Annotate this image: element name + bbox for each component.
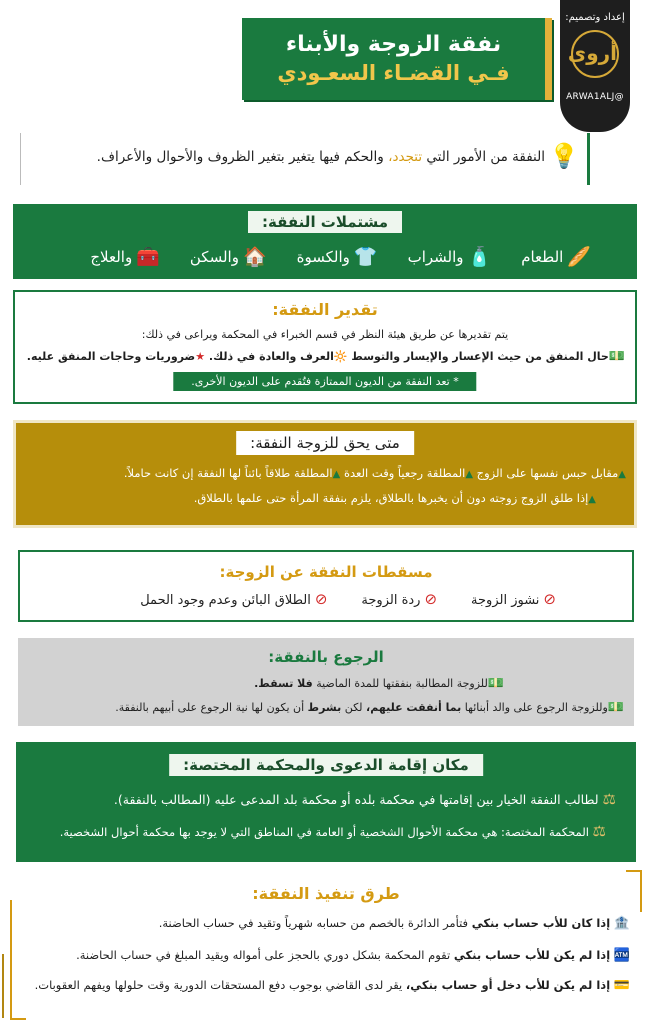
includes-list bbox=[90, 245, 591, 268]
triangle-icon: ▲ bbox=[332, 469, 341, 480]
drop-label: الطلاق البائن وعدم وجود الحمل bbox=[140, 593, 311, 608]
recourse-bold: بما أنفقت عليهم، bbox=[366, 701, 462, 714]
recourse-bold: بشرط bbox=[307, 701, 342, 714]
enforce-text: تقوم المحكمة بشكل دوري بالحجز على أمواله ويقيد المبلغ في حساب الحاضنة. bbox=[76, 948, 454, 962]
court-section bbox=[16, 742, 636, 862]
triangle-icon: ▲ bbox=[465, 469, 474, 480]
intro-bar bbox=[20, 133, 590, 185]
court-text: المحكمة المختصة: هي محكمة الأحوال الشخصية أو العامة في المناطق التي لا يوجد بها محكمة أحوال الشخصية. bbox=[59, 825, 589, 839]
author-logo bbox=[560, 0, 630, 132]
entitled-title: متى يحق للزوجة النفقة: bbox=[236, 431, 414, 455]
recourse-text: لكن bbox=[341, 701, 367, 714]
court-line-1 bbox=[114, 790, 616, 808]
frame-accent bbox=[2, 954, 4, 1018]
include-item-drink bbox=[408, 245, 492, 268]
recourse-bold: فلا تسقط. bbox=[254, 677, 313, 690]
include-item-food bbox=[521, 245, 591, 268]
money-icon: 💵 bbox=[607, 700, 624, 715]
gavel-icon: ⚖ bbox=[592, 822, 606, 840]
triangle-icon: ▲ bbox=[618, 469, 626, 480]
criterion-1: حال المنفق من حيث الإعسار والإيسار والتوسط bbox=[351, 350, 609, 363]
drink-icon: 🧴 bbox=[467, 246, 492, 268]
money-icon: 💵 bbox=[608, 349, 625, 364]
page-subtitle: فـي القضـاء السعـودي bbox=[277, 61, 510, 85]
estimate-criteria bbox=[27, 349, 625, 364]
estimate-section bbox=[13, 290, 637, 404]
money-icon: 💵 bbox=[487, 676, 504, 691]
prohibited-icon: ⦸ bbox=[424, 590, 438, 608]
prohibited-icon: ⦸ bbox=[543, 590, 556, 608]
recourse-text: أن يكون لها نية الرجوع على أبيهم بالنفقة. bbox=[115, 701, 308, 714]
include-label: والكسوة bbox=[296, 247, 350, 266]
enforce-title: طرق تنفيذ النفقة: bbox=[252, 884, 400, 903]
prohibited-icon: ⦸ bbox=[314, 590, 328, 608]
criterion-2: العرف والعادة في ذلك. bbox=[208, 350, 334, 363]
food-icon: 🥖 bbox=[567, 246, 591, 268]
estimate-intro: يتم تقديرها عن طريق هيئة النظر في قسم الخبراء في المحكمة ويراعى في ذلك: bbox=[141, 328, 509, 341]
enforce-text: يقر لدى القاضي بوجوب دفع المستحقات الدورية وقت حلولها ويفهم العقوبات. bbox=[34, 978, 406, 992]
entitled-case-4 bbox=[194, 491, 596, 505]
recourse-text: للزوجة المطالبة بنفقتها للمدة الماضية bbox=[312, 677, 488, 690]
drop-item bbox=[471, 590, 556, 608]
enforce-bold: إذا كان للأب حساب بنكي bbox=[471, 916, 611, 930]
clothes-icon: 👕 bbox=[353, 246, 378, 268]
recourse-line-2 bbox=[115, 700, 624, 715]
drop-label: ردة الزوجة bbox=[361, 593, 421, 608]
frame-corner bbox=[10, 900, 26, 1020]
star-icon: ★ bbox=[195, 350, 206, 363]
recourse-section bbox=[18, 638, 634, 726]
atm-icon: 🏧 bbox=[613, 948, 630, 963]
include-item-medical bbox=[90, 245, 160, 268]
page-title: نفقة الزوجة والأبناء bbox=[285, 32, 502, 57]
drops-list bbox=[140, 590, 556, 608]
include-label: الطعام bbox=[521, 247, 564, 266]
include-label: والشراب bbox=[407, 247, 464, 266]
gavel-icon: ⚖ bbox=[602, 790, 616, 808]
enforce-line-3 bbox=[35, 978, 630, 993]
enforce-section bbox=[10, 870, 642, 1018]
logo-prep-label: إعداد وتصميم: bbox=[565, 12, 625, 23]
lightbulb-icon: 💡 bbox=[549, 142, 579, 170]
estimate-note: * تعد النفقة من الديون الممتازة فتُقدم على الديون الأخرى. bbox=[173, 372, 476, 391]
title-banner bbox=[242, 18, 552, 100]
recourse-line-1 bbox=[254, 676, 504, 691]
medical-icon: 🧰 bbox=[136, 246, 160, 268]
recourse-text: وللزوجة الرجوع على والد أبنائها bbox=[461, 701, 608, 714]
court-text: لطالب النفقة الخيار بين إقامتها في محكمة بلده أو محكمة بلد المدعى عليه (المطالب بالنفقة). bbox=[113, 792, 599, 807]
include-label: والسكن bbox=[189, 247, 239, 266]
court-title: مكان إقامة الدعوى والمحكمة المختصة: bbox=[169, 754, 483, 776]
include-label: والعلاج bbox=[90, 247, 133, 266]
enforce-line-2 bbox=[76, 948, 630, 963]
case-4: إذا طلق الزوج زوجته دون أن يخبرها بالطلاق، يلزم بنفقة المرأة حتى علمها بالطلاق. bbox=[193, 491, 589, 505]
enforce-bold: إذا لم يكن للأب دخل أو حساب بنكي، bbox=[405, 978, 611, 992]
house-icon: 🏠 bbox=[242, 246, 267, 268]
recourse-title: الرجوع بالنفقة: bbox=[268, 648, 384, 666]
intro-highlight: تتجدد، bbox=[388, 149, 423, 165]
case-3: المطلقة طلاقاً بائناً لها النفقة إن كانت حاملاً. bbox=[123, 466, 333, 480]
enforce-bold: إذا لم يكن للأب حساب بنكي bbox=[453, 948, 611, 962]
drops-title: مسقطات النفقة عن الزوجة: bbox=[219, 563, 433, 581]
enforce-line-1 bbox=[159, 916, 630, 931]
drop-item bbox=[140, 590, 327, 608]
bank-icon: 🏦 bbox=[613, 916, 630, 931]
drop-item bbox=[361, 590, 437, 608]
includes-title: مشتملات النفقة: bbox=[248, 211, 402, 233]
entitled-cases bbox=[124, 466, 626, 480]
sun-icon: 🔆 bbox=[333, 350, 348, 363]
include-item-clothes bbox=[297, 245, 378, 268]
includes-section bbox=[13, 204, 637, 279]
intro-text bbox=[97, 149, 545, 165]
intro-part1: النفقة من الأمور التي bbox=[422, 149, 545, 165]
logo-mark: أروى bbox=[571, 30, 619, 78]
case-1: مقابل حبس نفسها على الزوج bbox=[476, 466, 619, 480]
estimate-title: تقدير النفقة: bbox=[272, 300, 378, 319]
criterion-3: ضروريات وحاجات المنفق عليه. bbox=[26, 350, 196, 363]
entitled-section bbox=[13, 420, 637, 528]
logo-handle: @ARWA1ALJ bbox=[566, 92, 624, 102]
case-2: المطلقة رجعياً وقت العدة bbox=[343, 466, 466, 480]
drop-label: نشوز الزوجة bbox=[471, 593, 540, 608]
court-line-2 bbox=[60, 822, 606, 840]
triangle-icon: ▲ bbox=[588, 494, 596, 505]
include-item-house bbox=[190, 245, 267, 268]
drops-section bbox=[18, 550, 634, 622]
frame-corner bbox=[626, 870, 642, 912]
enforce-text: فتأمر الدائرة بالخصم من حسابه شهرياً وتقيد في حساب الحاضنة. bbox=[158, 916, 472, 930]
intro-part2: والحكم فيها يتغير بتغير الظروف والأحوال والأعراف. bbox=[96, 149, 389, 165]
cash-icon: 💳 bbox=[613, 978, 630, 993]
